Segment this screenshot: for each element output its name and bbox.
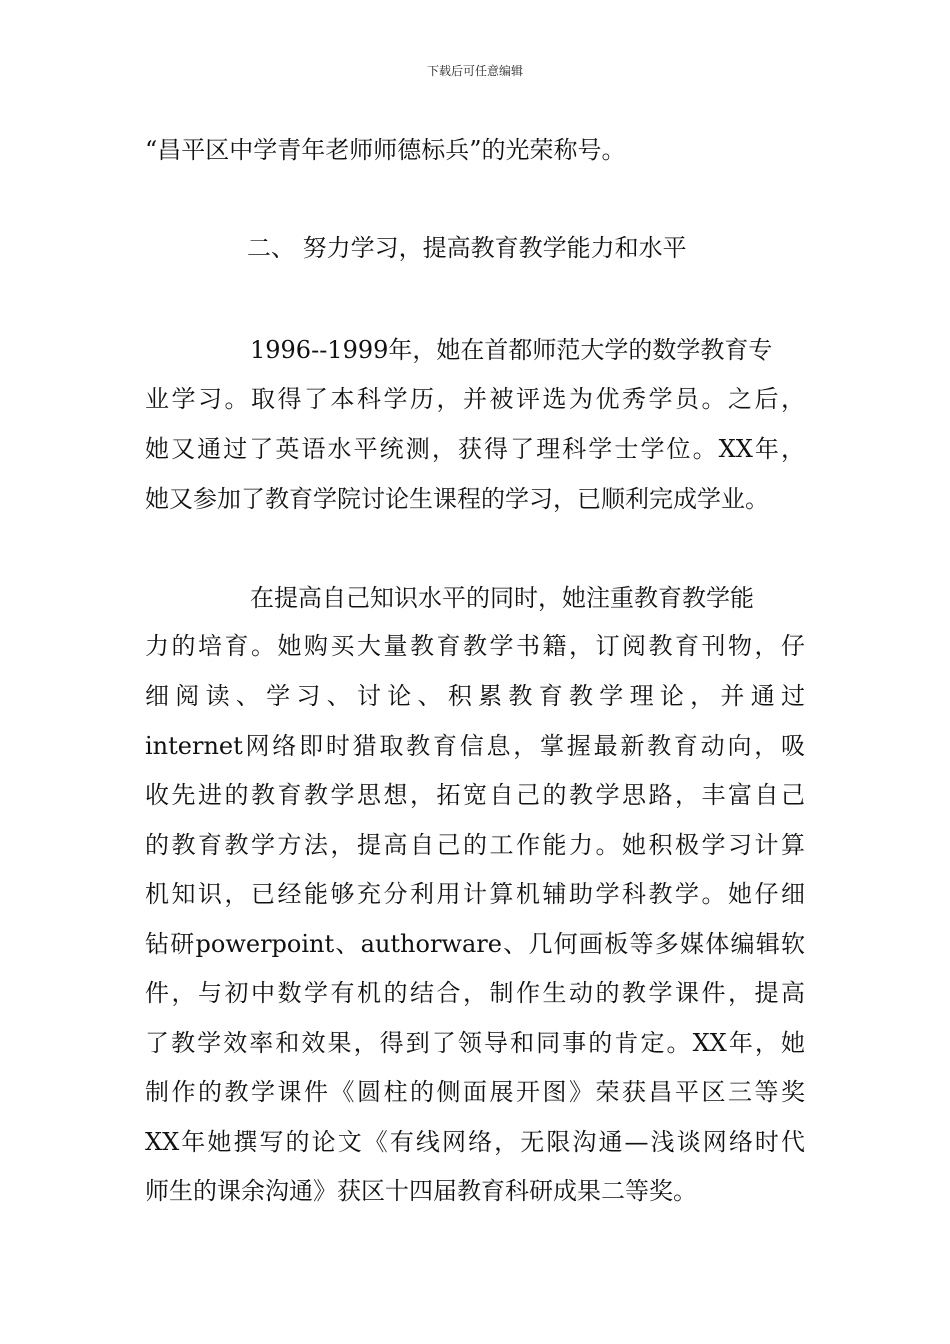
paragraph-line: “昌平区中学青年老师师德标兵”的光荣称号。 (145, 136, 626, 164)
paragraph-line: 收先进的教育教学思想，拓宽自己的教学思路，丰富自己 (145, 781, 805, 809)
section-heading: 二、 努力学习，提高教育教学能力和水平 (247, 234, 687, 262)
paragraph-line: XX年她撰写的论文《有线网络，无限沟通—浅谈网络时代 (145, 1128, 805, 1156)
paragraph-line: 的教育教学方法，提高自己的工作能力。她积极学习计算 (145, 831, 805, 859)
paragraph-line: 细阅读、学习、讨论、积累教育教学理论，并通过 (145, 682, 805, 710)
paragraph-line: 师生的课余沟通》获区十四届教育科研成果二等奖。 (145, 1177, 697, 1205)
paragraph-line: 制作的教学课件《圆柱的侧面展开图》荣获昌平区三等奖 (145, 1078, 805, 1106)
paragraph-line: 她又通过了英语水平统测，获得了理科学士学位。XX年， (145, 435, 805, 463)
paragraph-line: 机知识，已经能够充分利用计算机辅助学科教学。她仔细 (145, 880, 805, 908)
paragraph-line: 1996--1999年，她在首都师范大学的数学教育专 (250, 336, 773, 364)
paragraph-line: 她又参加了教育学院讨论生课程的学习，已顺利完成学业。 (145, 485, 769, 513)
paragraph-line: 件，与初中数学有机的结合，制作生动的教学课件，提高 (145, 979, 805, 1007)
paragraph-line: internet网络即时猎取教育信息，掌握最新教育动向，吸 (145, 732, 805, 760)
paragraph-line: 业学习。取得了本科学历，并被评选为优秀学员。之后， (145, 385, 805, 413)
page-header-note: 下载后可任意编辑 (426, 64, 523, 78)
paragraph-line: 了教学效率和效果，得到了领导和同事的肯定。XX年，她 (145, 1029, 805, 1057)
paragraph-line: 钻研powerpoint、authorware、几何画板等多媒体编辑软 (145, 930, 805, 958)
paragraph-line: 力的培育。她购买大量教育教学书籍，订阅教育刊物，仔 (145, 632, 805, 660)
paragraph-line: 在提高自己知识水平的同时，她注重教育教学能 (250, 584, 754, 612)
